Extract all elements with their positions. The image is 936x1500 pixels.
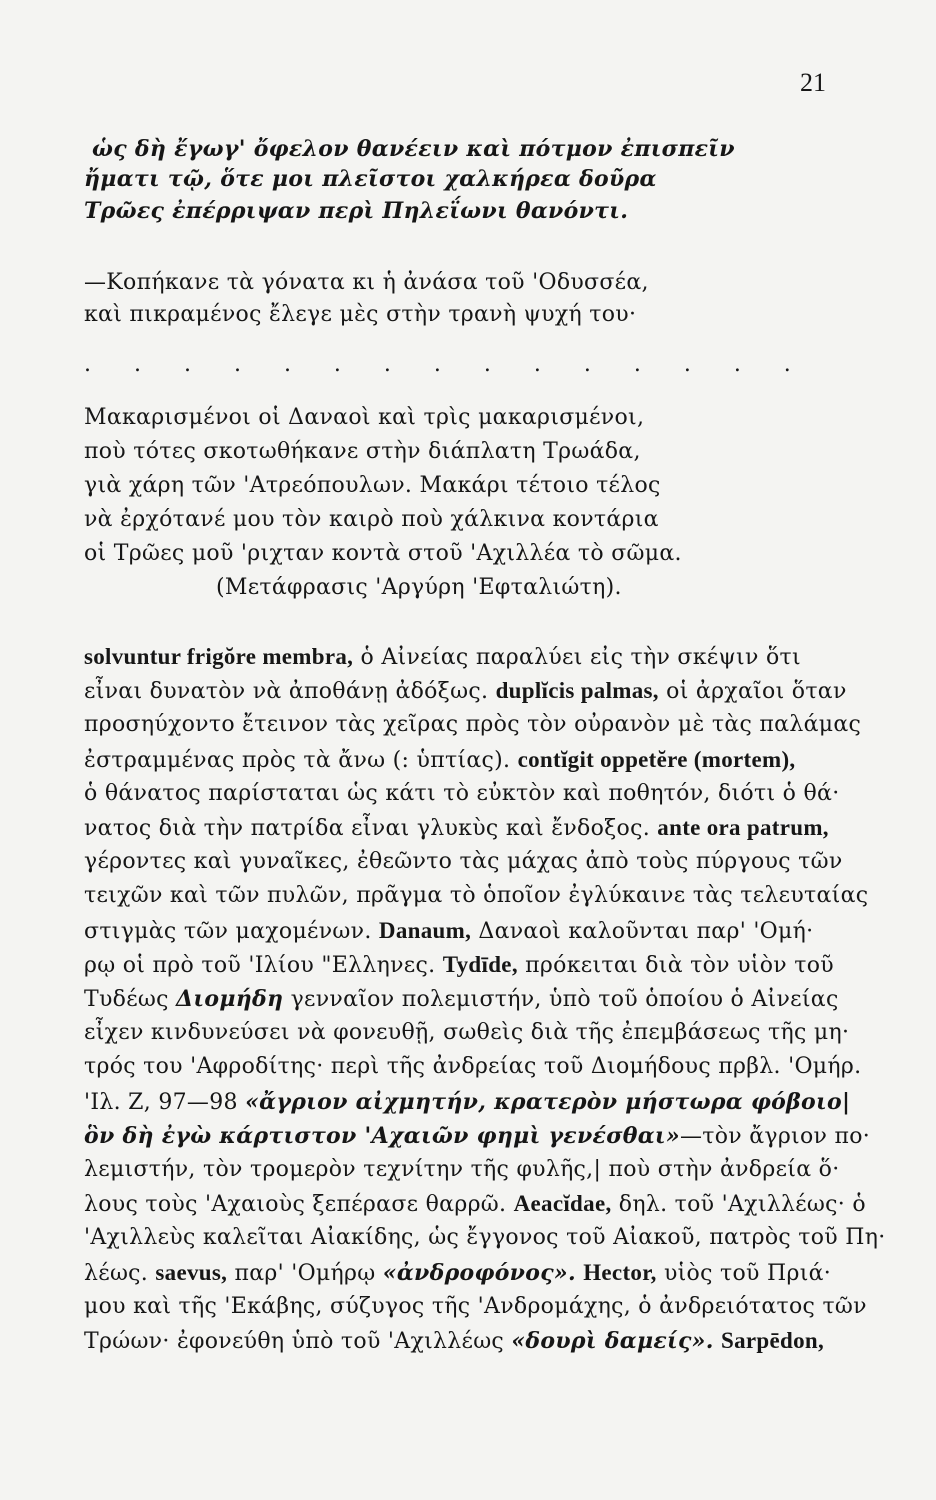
commentary-line (84, 1121, 871, 1152)
commentary-text: Τρώων· ἐφονεύθη ὑπὸ τοῦ 'Αχιλλέως (84, 1329, 512, 1354)
commentary-text: τειχῶν καὶ τῶν πυλῶν, πρᾶγμα τὸ ὁποῖον ἐγλύκαινε τὰς τελευταίας (84, 883, 869, 908)
commentary-line (84, 676, 850, 707)
commentary-line (84, 710, 862, 740)
latin-lemma: duplĭcis palmas, (495, 678, 659, 703)
latin-lemma: Aeacĭdae, (513, 1191, 612, 1216)
commentary-text: εἶχεν κινδυνεύσει νὰ φονευθῇ, σωθεὶς διὰ τῆς ἐπεμβάσεως τῆς μη· (84, 1020, 850, 1045)
verse-line: Μακαρισμένοι οἱ Δαναοὶ καὶ τρὶς μακαρισμένοι, (84, 405, 645, 430)
commentary-text: εἶναι δυνατὸν νὰ ἀποθάνῃ ἀδόξως. (84, 679, 496, 704)
commentary-line (84, 1018, 850, 1048)
commentary-line (84, 813, 850, 844)
quote-line: ὡς δὴ ἔγωγ' ὄφελον θανέειν καὶ πότμον ἐπισπεῖν (92, 136, 735, 162)
commentary-line (84, 881, 869, 911)
verse-line: γιὰ χάρη τῶν 'Ατρεόπουλων. Μακάρι τέτοιο τέλος (84, 473, 661, 498)
latin-lemma: contĭgit oppetĕre (mortem), (517, 747, 796, 772)
latin-lemma: Sarpēdon, (720, 1328, 825, 1353)
verse-line: νὰ ἐρχότανέ μου τὸν καιρὸ ποὺ χάλκινα κοντάρια (84, 507, 659, 532)
verse-line: ποὺ τότες σκοτωθήκανε στὴν διάπλατη Τρωάδα, (84, 439, 641, 464)
commentary-text: —τὸν ἄγριον πο· (679, 1124, 871, 1149)
commentary-line (84, 916, 850, 947)
latin-lemma: Hector, (583, 1260, 657, 1285)
ellipsis-divider: . . . . . . . . . . . . . . . (84, 352, 809, 377)
commentary-text: μου καὶ τῆς 'Εκάβης, σύζυγος τῆς 'Ανδρομάχης, ὁ ἀνδρειότατος τῶν (84, 1294, 867, 1319)
latin-lemma: Danaum, (378, 918, 472, 943)
commentary-text: γέροντες καὶ γυναῖκες, ἐθεῶντο τὰς μάχας ἀπὸ τοὺς πύργους τῶν (84, 849, 843, 874)
page-number: 21 (800, 68, 826, 97)
commentary-line (84, 745, 850, 776)
commentary-line (84, 1189, 866, 1220)
commentary-text: λεμιστήν, τὸν τρομερὸν τεχνίτην τῆς φυλῆς,| ποὺ στὴν ἀνδρεία ὅ· (84, 1157, 840, 1182)
commentary-text: Τυδέως (84, 987, 177, 1012)
commentary-line (84, 1292, 867, 1322)
commentary-text: οἱ ἀρχαῖοι ὅταν (658, 679, 847, 704)
commentary-text: πρόκειται διὰ τὸν υἱὸν τοῦ (517, 953, 834, 978)
commentary-text (714, 1329, 721, 1354)
greek-citation: «δουρὶ δαμείς». (511, 1328, 714, 1354)
commentary-text: ὁ Αἰνείας παραλύει εἰς τὴν σκέψιν ὅτι (353, 645, 801, 670)
commentary-line (84, 779, 850, 809)
latin-lemma: ante ora patrum, (657, 815, 829, 840)
commentary-line (84, 1155, 850, 1185)
commentary-text: 'Αχιλλεὺς καλεῖται Αἰακίδης, ὡς ἔγγονος τοῦ Αἰακοῦ, πατρὸς τοῦ Πη· (84, 1225, 886, 1250)
greek-citation: «ἀνδροφόνος». (382, 1260, 576, 1286)
latin-lemma: solvuntur frigŏre membra, (84, 644, 354, 669)
commentary-text: προσηύχοντο ἔτεινον τὰς χεῖρας πρὸς τὸν οὐρανὸν μὲ τὰς παλάμας (84, 712, 862, 737)
commentary-line (84, 847, 850, 877)
commentary-text: παρ' 'Ομήρῳ (227, 1261, 383, 1286)
quote-line: ἤματι τῷ, ὅτε μοι πλεῖστοι χαλκήρεα δοῦρα (84, 166, 657, 192)
commentary-line (84, 1223, 886, 1253)
commentary-line (84, 1326, 850, 1357)
commentary-text: 'Ιλ. Ζ, 97—98 (84, 1090, 246, 1115)
commentary-line (84, 950, 850, 981)
greek-citation: Διομήδη (176, 986, 284, 1012)
greek-citation: ὃν δὴ ἐγὼ κάρτιστον 'Αχαιῶν φημὶ γενέσθαι» (84, 1123, 680, 1149)
commentary-line (84, 1087, 850, 1118)
commentary-text: δηλ. τοῦ 'Αχιλλέως· ὁ (611, 1192, 866, 1217)
translation-line: —Κοπήκανε τὰ γόνατα κι ἡ ἀνάσα τοῦ 'Οδυσσέα, (84, 270, 649, 295)
commentary-line (84, 1052, 862, 1082)
commentary-text: νατος διὰ τὴν πατρίδα εἶναι γλυκὺς καὶ ἔνδοξος. (84, 816, 658, 841)
commentary-text: ὁ θάνατος παρίσταται ὡς κάτι τὸ εὐκτὸν καὶ ποθητόν, διότι ὁ θά· (84, 781, 840, 806)
commentary-text: λους τοὺς 'Αχαιοὺς ξεπέρασε θαρρῶ. (84, 1192, 514, 1217)
commentary-text: Δαναοὶ καλοῦνται παρ' 'Ομή· (471, 919, 814, 944)
commentary-line (84, 642, 850, 673)
commentary-text: στιγμὰς τῶν μαχομένων. (84, 919, 379, 944)
commentary-text: τρός του 'Αφροδίτης· περὶ τῆς ἀνδρείας τοῦ Διομήδους πρβλ. 'Ομήρ. (84, 1054, 862, 1079)
latin-lemma: saevus, (155, 1260, 228, 1285)
commentary-text: γενναῖον πολεμιστήν, ὑπὸ τοῦ ὁποίου ὁ Αἰνείας (283, 987, 839, 1012)
commentary-text: ρῳ οἱ πρὸ τοῦ 'Ιλίου "Ελληνες. (84, 953, 443, 978)
latin-lemma: Tydīde, (442, 952, 518, 977)
commentary-text: υἱὸς τοῦ Πριά· (656, 1261, 832, 1286)
commentary-line (84, 1258, 850, 1289)
quote-line: Τρῶες ἐπέρριψαν περὶ Πηλεΐωνι θανόντι. (84, 198, 629, 224)
commentary-text: ἐστραμμένας πρὸς τὰ ἄνω (: ὑπτίας). (84, 748, 518, 773)
commentary-text: λέως. (84, 1261, 156, 1286)
greek-citation: «ἄγριον αἰχμητήν, κρατερὸν μήστωρα φόβοιο| (245, 1089, 851, 1115)
verse-line: οἱ Τρῶες μοῦ 'ριχταν κοντὰ στοῦ 'Αχιλλέα τὸ σῶμα. (84, 541, 682, 566)
commentary-line (84, 984, 850, 1015)
translator-credit: (Μετάφρασις 'Αργύρη 'Εφταλιώτη). (216, 575, 622, 600)
translation-line: καὶ πικραμένος ἔλεγε μὲς στὴν τρανὴ ψυχή του· (84, 302, 637, 327)
